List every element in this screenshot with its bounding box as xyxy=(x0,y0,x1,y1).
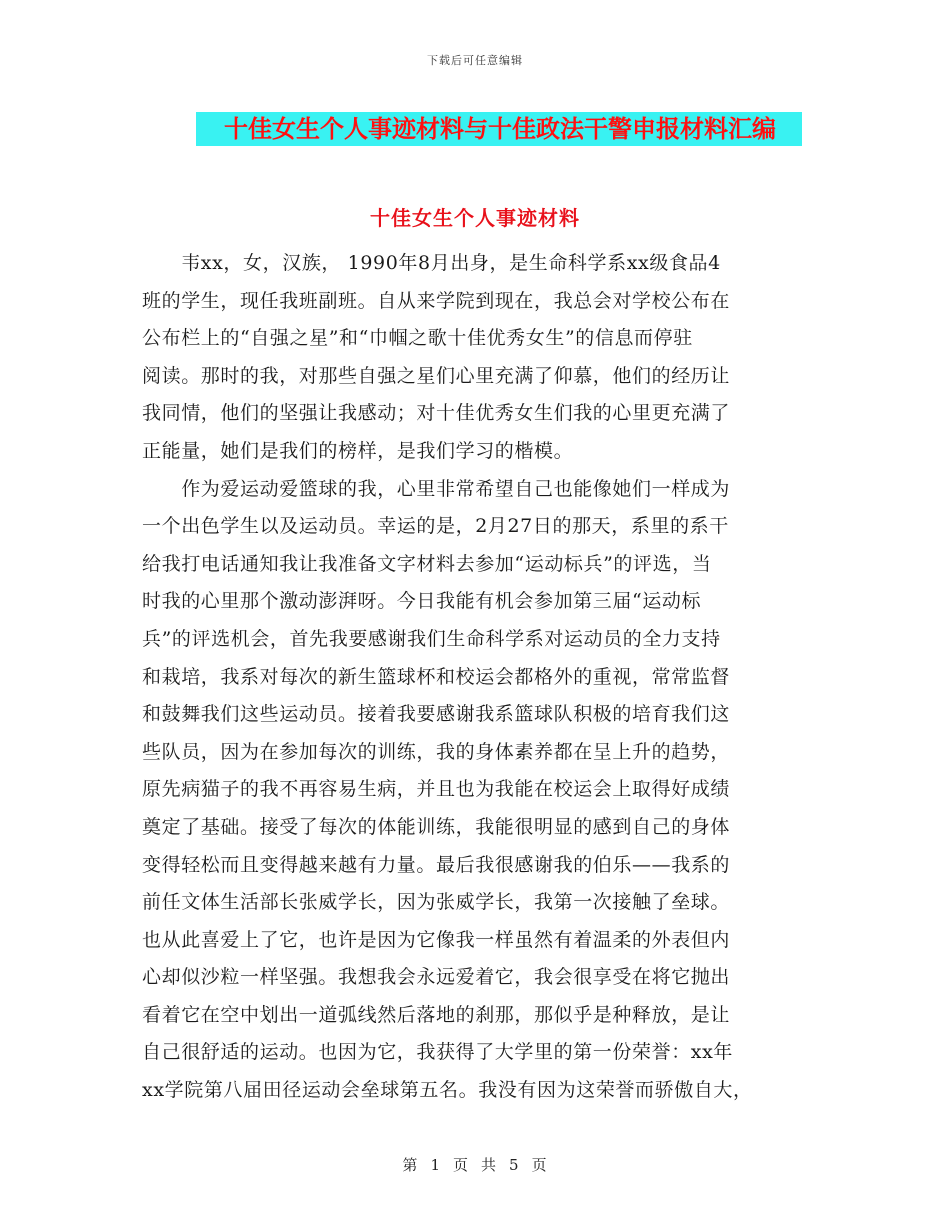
body-line: 我同情，他们的坚强让我感动；对十佳优秀女生们我的心里更充满了 xyxy=(142,402,731,425)
page-footer xyxy=(0,1154,950,1175)
footer-total-prefix: 共 xyxy=(481,1156,498,1174)
body-line: 变得轻松而且变得越来越有力量。最后我很感谢我的伯乐——我系的 xyxy=(142,853,731,876)
body-line: 也从此喜爱上了它，也许是因为它像我一样虽然有着温柔的外表但内 xyxy=(142,928,731,951)
body-line: 兵”的评选机会，首先我要感谢我们生命科学系对运动员的全力支持 xyxy=(142,627,721,650)
document-body xyxy=(142,245,802,1110)
body-line: 奠定了基础。接受了每次的体能训练，我能很明显的感到自己的身体 xyxy=(142,815,731,838)
body-line: 阅读。那时的我，对那些自强之星们心里充满了仰慕，他们的经历让 xyxy=(142,364,731,387)
body-line: 前任文体生活部长张威学长，因为张威学长，我第一次接触了垒球。 xyxy=(142,891,731,914)
body-line: 一个出色学生以及运动员。幸运的是，2月27日的那天，系里的系干 xyxy=(142,515,729,538)
body-line: 和鼓舞我们这些运动员。接着我要感谢我系篮球队积极的培育我们这 xyxy=(142,703,731,726)
footer-total-pages: 5 xyxy=(509,1156,520,1174)
footer-total-suffix: 页 xyxy=(531,1156,548,1174)
body-line: 和栽培，我系对每次的新生篮球杯和校运会都格外的重视，常常监督 xyxy=(142,665,731,688)
body-line: 给我打电话通知我让我准备文字材料去参加“运动标兵”的评选，当 xyxy=(142,552,712,575)
body-line: 韦xx，女，汉族， 1990年8月出身，是生命科学系xx级食品4 xyxy=(142,252,721,274)
body-line: 自己很舒适的运动。也因为它，我获得了大学里的第一份荣誉：xx年 xyxy=(142,1041,734,1064)
footer-page-number: 1 xyxy=(430,1156,441,1174)
body-line: 时我的心里那个激动澎湃呀。今日我能有机会参加第三届“运动标 xyxy=(142,590,702,613)
body-line: 班的学生，现任我班副班。自从来学院到现在，我总会对学校公布在 xyxy=(142,289,731,312)
section-title: 十佳女生个人事迹材料 xyxy=(370,206,580,230)
body-line: 原先病猫子的我不再容易生病，并且也为我能在校运会上取得好成绩 xyxy=(142,778,731,801)
footer-page-word: 页 xyxy=(452,1156,469,1174)
document-main-title: 十佳女生个人事迹材料与十佳政法干警申报材料汇编 xyxy=(224,114,776,143)
page-header-note: 下载后可任意编辑 xyxy=(427,54,523,67)
body-line: 看着它在空中划出一道弧线然后落地的刹那，那似乎是种释放，是让 xyxy=(142,1003,731,1026)
body-line: 正能量，她们是我们的榜样，是我们学习的楷模。 xyxy=(142,439,574,462)
body-line: 些队员，因为在参加每次的训练，我的身体素养都在呈上升的趋势， xyxy=(142,740,731,763)
body-line: 作为爱运动爱篮球的我，心里非常希望自己也能像她们一样成为 xyxy=(142,477,731,500)
body-line: 公布栏上的“自强之星”和“巾帼之歌十佳优秀女生”的信息而停驻 xyxy=(142,327,693,350)
body-line: xx学院第八届田径运动会垒球第五名。我没有因为这荣誉而骄傲自大， xyxy=(142,1079,753,1102)
footer-page-prefix: 第 xyxy=(402,1156,419,1174)
body-line: 心却似沙粒一样坚强。我想我会永远爱着它，我会很享受在将它抛出 xyxy=(142,966,731,989)
